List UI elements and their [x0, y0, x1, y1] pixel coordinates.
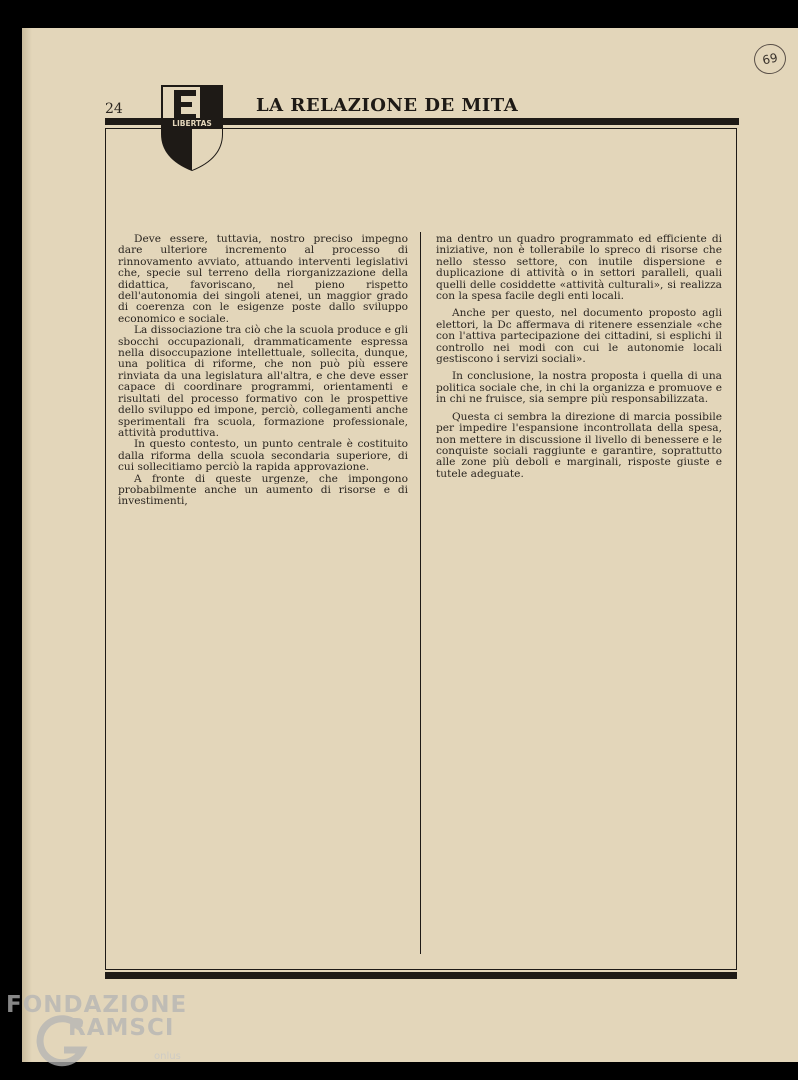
page-number: 24 — [105, 101, 123, 117]
paragraph: Anche per questo, nel documento proposto agli elettori, la Dc affermava di ritenere essenziale «che con l'attiva partecipazione dei cittadini, si esplichi il controllo nei modi con cui le autonomie locali gestiscono i servizi sociali». — [436, 307, 722, 366]
paragraph: ma dentro un quadro programmato ed efficiente di iniziative, non è tollerabile lo spreco di risorse che nello stesso settore, con inutile dispersione e duplicazione di attività o in settori paralleli, quali quelli delle cosiddette «attività culturali», si realizza con la spesa facile degli enti locali. — [436, 233, 722, 303]
header-rule-left — [105, 118, 162, 125]
column-divider — [420, 232, 421, 954]
paragraph: Deve essere, tuttavia, nostro preciso impegno dare ulteriore incremento al processo di rinnovamento avviato, attuando interventi legislativi che, specie sul terreno della riorganizzazione della didattica, favoriscano, nel pieno rispetto dell'autonomia dei singoli atenei, un maggior grado di coerenza con le esigenze poste dallo sviluppo economico e sociale. — [118, 233, 408, 325]
gramsci-g-logo-icon — [34, 1014, 90, 1070]
article-column-right — [436, 234, 722, 486]
fondazione-gramsci-watermark — [6, 992, 188, 1062]
paragraph: In conclusione, la nostra proposta i quella di una politica sociale che, in chi la organizza e promuove e in chi ne fruisce, sia sempre più responsabilizzata. — [436, 370, 722, 406]
watermark-line2: RAMSCI — [68, 1015, 175, 1041]
svg-text:LIBERTAS: LIBERTAS — [172, 119, 212, 128]
archive-stamp: 69 — [751, 41, 789, 77]
footer-rule — [105, 972, 737, 979]
page-edge-shadow — [22, 28, 32, 1062]
paragraph: La dissociazione tra ciò che la scuola produce e gli sbocchi occupazionali, drammaticamente espressa nella disoccupazione intellettuale, sollecita, dunque, una politica di riforme, che non può più essere rinviata da una legislatura all'altra, e che deve esser capace di coordinare programmi, orientamenti e risultati del processo formativo con le prospettive dello sviluppo ed impone, perciò, collegamenti anche sperimentali fra scuola, formazione professionale, attività produttiva. — [118, 324, 408, 439]
header-rule-right — [222, 118, 739, 125]
watermark-line1: FONDAZIONE — [6, 992, 188, 1018]
paragraph: In questo contesto, un punto centrale è costituito dalla riforma della scuola secondaria superiore, di cui sollecitiamo perciò la rapida approvazione. — [118, 438, 408, 474]
watermark-onlus: onlus — [154, 1051, 181, 1062]
paragraph: A fronte di queste urgenze, che impongono probabilmente anche un aumento di risorse e di investimenti, — [118, 472, 408, 508]
page-title: LA RELAZIONE DE MITA — [256, 95, 519, 116]
paragraph: Questa ci sembra la direzione di marcia possibile per impedire l'espansione incontrollata della spesa, non mettere in discussione il livello di benessere e le conquiste sociali raggiunte e garantire, soprattutto alle zone più deboli e marginali, risposte giuste e tutele adeguate. — [436, 410, 722, 480]
article-column-left — [118, 234, 408, 508]
